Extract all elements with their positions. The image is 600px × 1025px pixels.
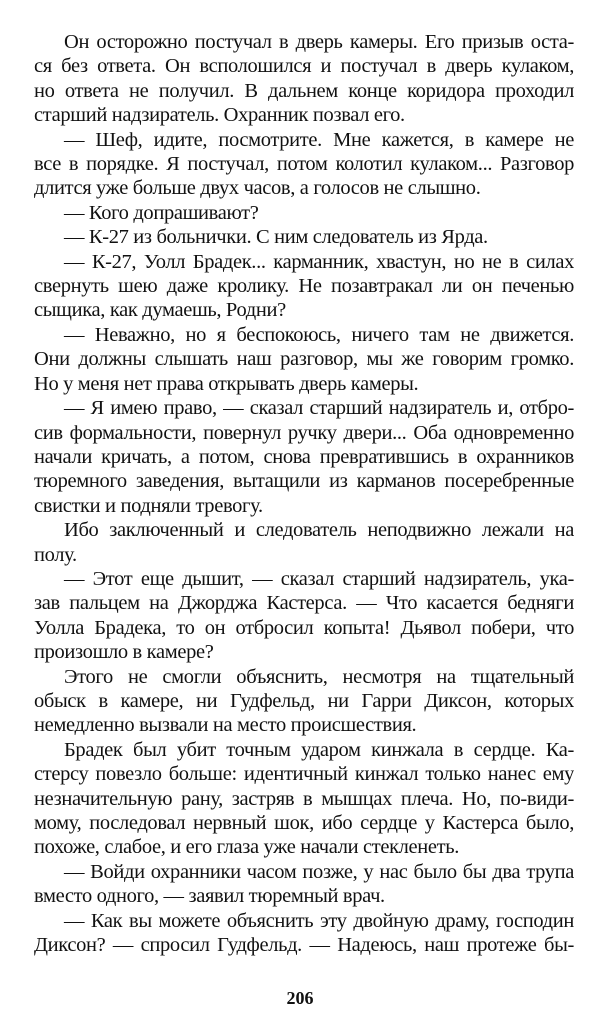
text-line: — К-27 из больнички. С ним следователь из Ярда.: [64, 226, 488, 249]
text-line: похоже, слабое, и его глаза уже начали стекленеть.: [34, 836, 460, 859]
text-line: сив формальности, повернул ручку двери... Оба одновременно: [34, 421, 574, 444]
text-line: немедленно вызвали на место происшествия.: [34, 714, 417, 737]
text-line: — Войди охранники часом позже, у нас было бы два трупа: [64, 860, 574, 883]
text-line: зав пальцем на Джорджа Кастерса. — Что касается бедняги: [34, 592, 574, 615]
text-line: вместо одного, — заявил тюремный врач.: [34, 885, 385, 908]
text-line: — Шеф, идите, посмотрите. Мне кажется, в камере не: [64, 128, 574, 151]
text-line: обыск в камере, ни Гудфельд, ни Гарри Диксон, которых: [34, 689, 574, 712]
text-line: — Я имею право, — сказал старший надзиратель и, отбро-: [64, 397, 574, 420]
text-line: ся без ответа. Он всполошился и постучал в дверь кулаком,: [34, 55, 574, 78]
text-line: тюремного заведения, вытащили из карманов посеребренные: [34, 470, 574, 493]
text-line: мому, последовал нервный шок, ибо сердце у Кастерса было,: [34, 812, 574, 834]
text-line: — Кого допрашивают?: [64, 201, 259, 224]
text-line: старший надзиратель. Охранник позвал его.: [34, 104, 405, 127]
text-line: Ибо заключенный и следователь неподвижно лежали на: [64, 519, 574, 542]
text-line: сыщика, как думаешь, Родни?: [34, 299, 286, 322]
text-line: свернуть шею даже кролику. Не позавтракал ли он печенью: [34, 275, 574, 298]
page-number: 206: [286, 988, 314, 1008]
text-line: но ответа не получил. В дальнем конце коридора проходил: [34, 79, 574, 102]
text-line: Уолла Брадека, то он отбросил копыта! Дьявол побери, что: [34, 616, 574, 639]
text-line: произошло в камере?: [34, 641, 214, 664]
text-line: Но у меня нет права открывать дверь камеры.: [34, 372, 419, 395]
text-line: Этого не смогли объяснить, несмотря на тщательный: [64, 665, 574, 688]
text-line: незначительную рану, застряв в мышцах плеча. Но, по-види-: [34, 787, 574, 810]
text-line: Брадек был убит точным ударом кинжала в сердце. Ка-: [64, 738, 574, 761]
body-text: [34, 30, 574, 957]
text-line: — Неважно, но я беспокоюсь, ничего там не движется.: [64, 323, 574, 346]
text-line: полу.: [34, 543, 77, 566]
text-line: — Как вы можете объяснить эту двойную драму, господин: [64, 909, 574, 932]
text-line: все в порядке. Я постучал, потом колотил кулаком... Разговор: [34, 153, 574, 176]
text-line: начали кричать, а потом, снова превратившись в охранников: [34, 445, 574, 468]
text-line: стерсу повезло больше: идентичный кинжал только нанес ему: [34, 763, 574, 786]
text-line: — Этот еще дышит, — сказал старший надзиратель, ука-: [64, 567, 574, 590]
text-line: свистки и подняли тревогу.: [34, 494, 263, 517]
text-line: Они должны слышать наш разговор, мы же говорим громко.: [34, 348, 574, 371]
text-line: Диксон? — спросил Гудфельд. — Надеюсь, наш протеже бы-: [34, 934, 574, 957]
text-line: длится уже больше двух часов, а голосов не слышно.: [34, 177, 481, 200]
text-line: Он осторожно постучал в дверь камеры. Его призыв оста-: [64, 31, 574, 53]
text-line: — К-27, Уолл Брадек... карманник, хвастун, но не в силах: [64, 250, 574, 273]
